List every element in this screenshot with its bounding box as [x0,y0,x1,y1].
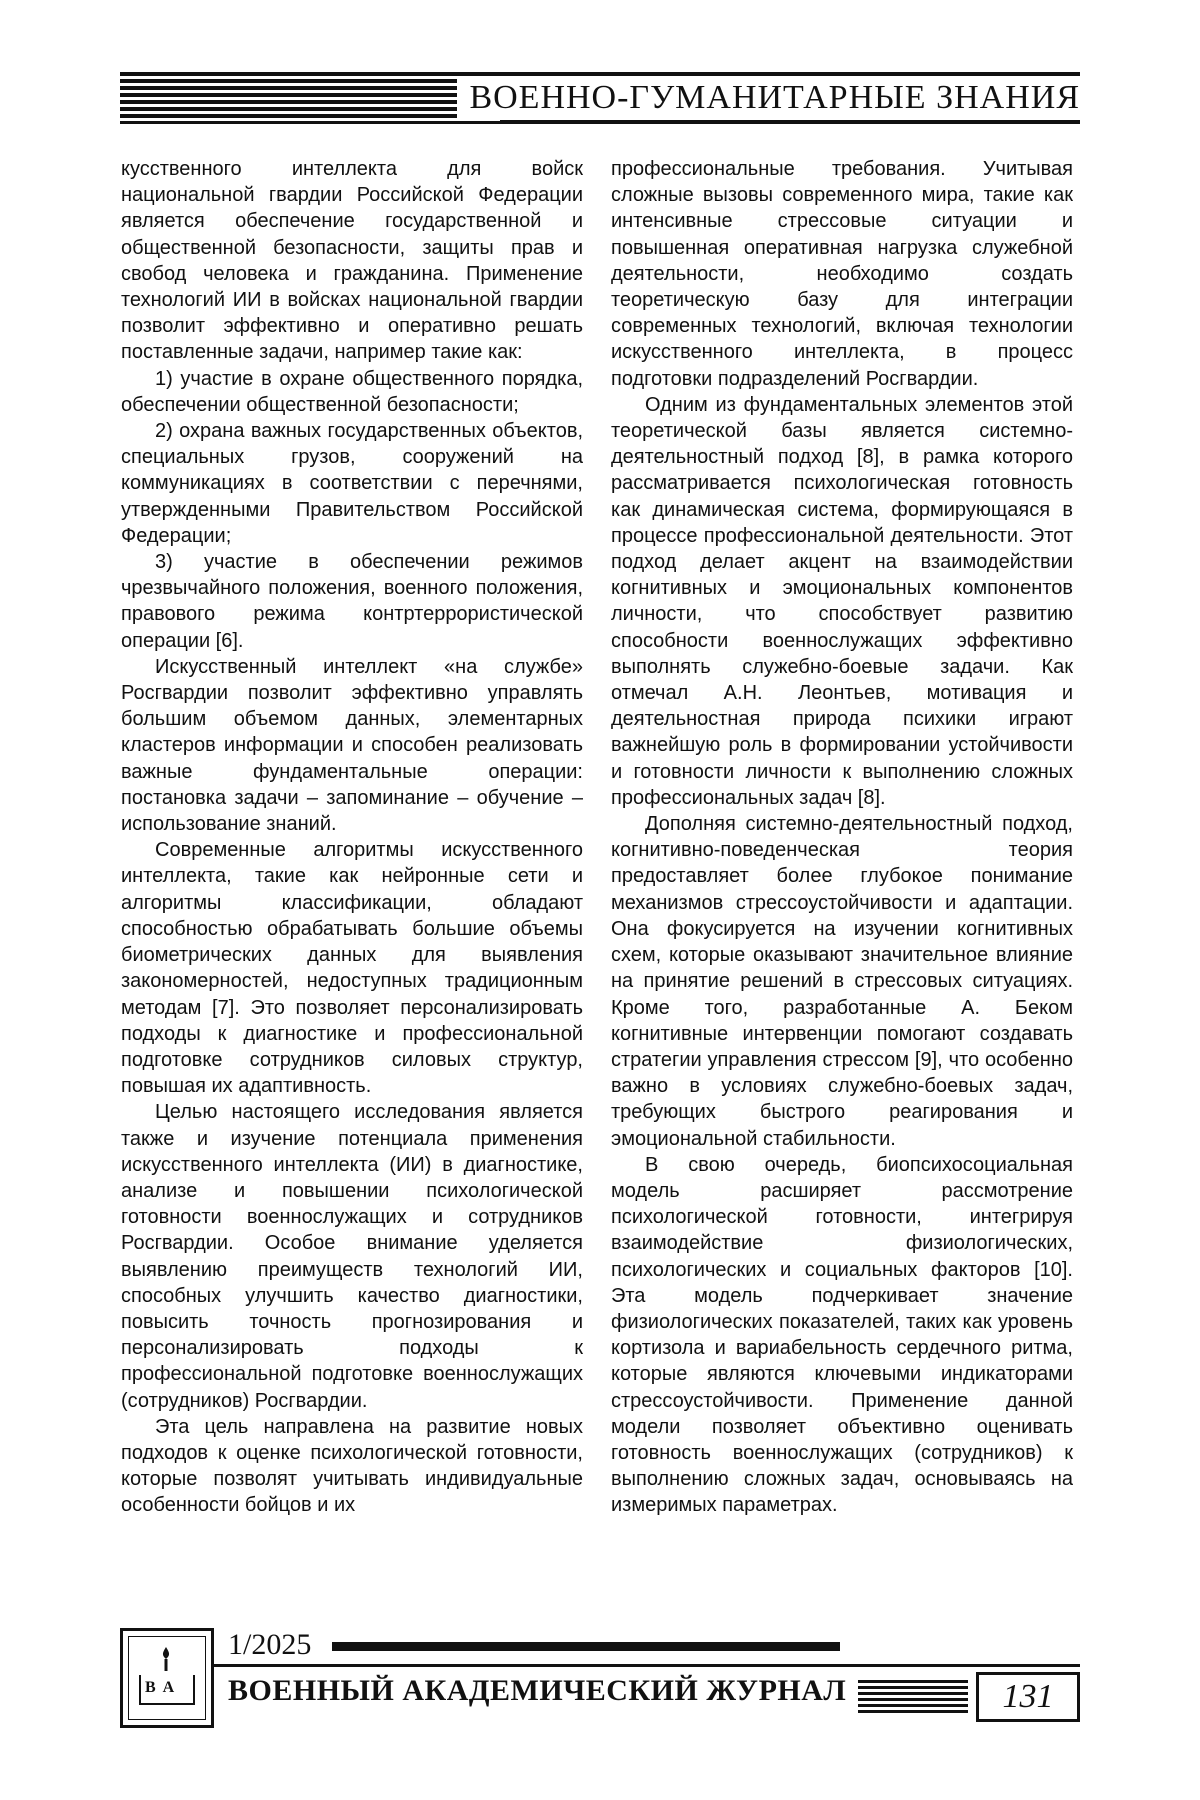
paragraph: Одним из фундаментальных элементов этой теоретической базы является системно-деятельностный подход [8], в рамка которого рассматривается психологическая готовность как динамическая система, формирующаяся в процессе профессиональной деятельности. Этот подход делает акцент на взаимодействии когнитивных и эмоциональных компонентов личности, что способствует развитию способности военнослужащих эффективно выполнять служебно-боевые задачи. Как отмечал А.Н. Леонтьев, мотивация и деятельностная природа психики играют важнейшую роль в формировании устойчивости и готовности личности к выполнению сложных профессиональных задач [8]. [611,393,1073,809]
paragraph: Целью настоящего исследования является также и изучение потенциала применения искусственного интеллекта (ИИ) в диагностике, анализе и повышении психологической готовности военнослужащих и сотрудников Росгвардии. Особое внимание уделяется выявлению преимуществ технологий ИИ, способных улучшить качество диагностики, повысить точность прогнозирования и персонализировать подходы к профессиональной подготовке военнослужащих (сотрудников) Росгвардии. [121,1101,583,1412]
right-column [611,156,1073,1519]
paragraph: Дополняя системно-деятельностный подход, когнитивно-поведенческая теория предоставляет более глубокое понимание механизмов стрессоустойчивости и адаптации. Она фокусируется на изучении когнитивных схем, которые оказывают значительное влияние на принятие решений в стрессовых ситуациях. Кроме того, разработанные А. Беком когнитивные интервенции помогают создавать стратегии управления стрессом [9], что особенно важно в условиях служебно-боевых задач, требующих быстрого реагирования и эмоциональной стабильности. [611,813,1073,1150]
paragraph: кусственного интеллекта для войск национальной гвардии Российской Федерации является обеспечение государственной и общественной безопасности, защиты прав и свобод человека и гражданина. Применение технологий ИИ в войсках национальной гвардии позволит эффективно и оперативно решать поставленные задачи, например такие как: [121,158,583,364]
left-column [121,156,583,1519]
paragraph: Современные алгоритмы искусственного интеллекта, такие как нейронные сети и алгоритмы классификации, обладают способностью обрабатывать большие объемы биометрических данных для выявления закономерностей, недоступных традиционным методам [7]. Это позволяет персонализировать подходы к диагностике и профессиональной подготовке сотрудников силовых структур, повышая их адаптивность. [121,839,583,1098]
section-title: ВОЕННО-ГУМАНИТАРНЫЕ ЗНАНИЯ [457,78,1080,118]
footer-rule [214,1664,1080,1667]
paragraph: профессиональные требования. Учитывая сложные вызовы современного мира, такие как интенсивные стрессовые ситуации и повышенная оперативная нагрузка служебной деятельности, необходимо создать теоретическую базу для интеграции современных технологий, включая технологии искусственного интеллекта, в процесс подготовки подразделений Росгвардии. [611,158,1073,390]
running-footer [120,1628,1080,1728]
paragraph: Искусственный интеллект «на службе» Росгвардии позволит эффективно управлять большим объемом данных, элементарных кластеров информации и способен реализовать важные фундаментальные операции: постановка задачи – запоминание – обучение – использование знаний. [121,655,583,836]
list-item: 3) участие в обеспечении режимов чрезвычайного положения, военного положения, правового режима контртеррористической операции [6]. [121,551,583,652]
issue-number: 1/2025 [228,1628,312,1661]
header-rule-lines [120,72,500,124]
page-number: 131 [976,1672,1080,1722]
header-top-rule [500,72,1080,76]
paragraph: В свою очередь, биопсихосоциальная модель расширяет рассмотрение психологической готовности, интегрируя взаимодействие физиологических, психологических и социальных факторов [10]. Эта модель подчеркивает значение физиологических показателей, таких как уровень кортизола и вариабельность сердечного ритма, которые являются ключевыми индикаторами стрессоустойчивости. Применение данной модели позволяет объективно оценивать готовность военнослужащих (сотрудников) к выполнению сложных задач, основываясь на измеримых параметрах. [611,1153,1073,1517]
torch-icon [159,1647,173,1671]
list-item: 1) участие в охране общественного порядка, обеспечении общественной безопасности; [121,367,583,416]
list-item: 2) охрана важных государственных объектов, специальных грузов, сооружений на коммуникациях в соответствии с перечнями, утвержденными Правительством Российской Федерации; [121,420,583,547]
logo-letters: ВА [145,1679,183,1696]
header-bottom-rule [500,120,1080,124]
paragraph: Эта цель направлена на развитие новых подходов к оценке психологической готовности, которые позволят учитывать индивидуальные особенности бойцов и их [121,1415,583,1517]
journal-title: ВОЕННЫЙ АКАДЕМИЧЕСКИЙ ЖУРНАЛ [228,1674,847,1707]
journal-logo [120,1628,214,1728]
running-header [120,70,1080,126]
issue-rule [332,1642,840,1651]
footer-rule-lines [858,1680,968,1716]
